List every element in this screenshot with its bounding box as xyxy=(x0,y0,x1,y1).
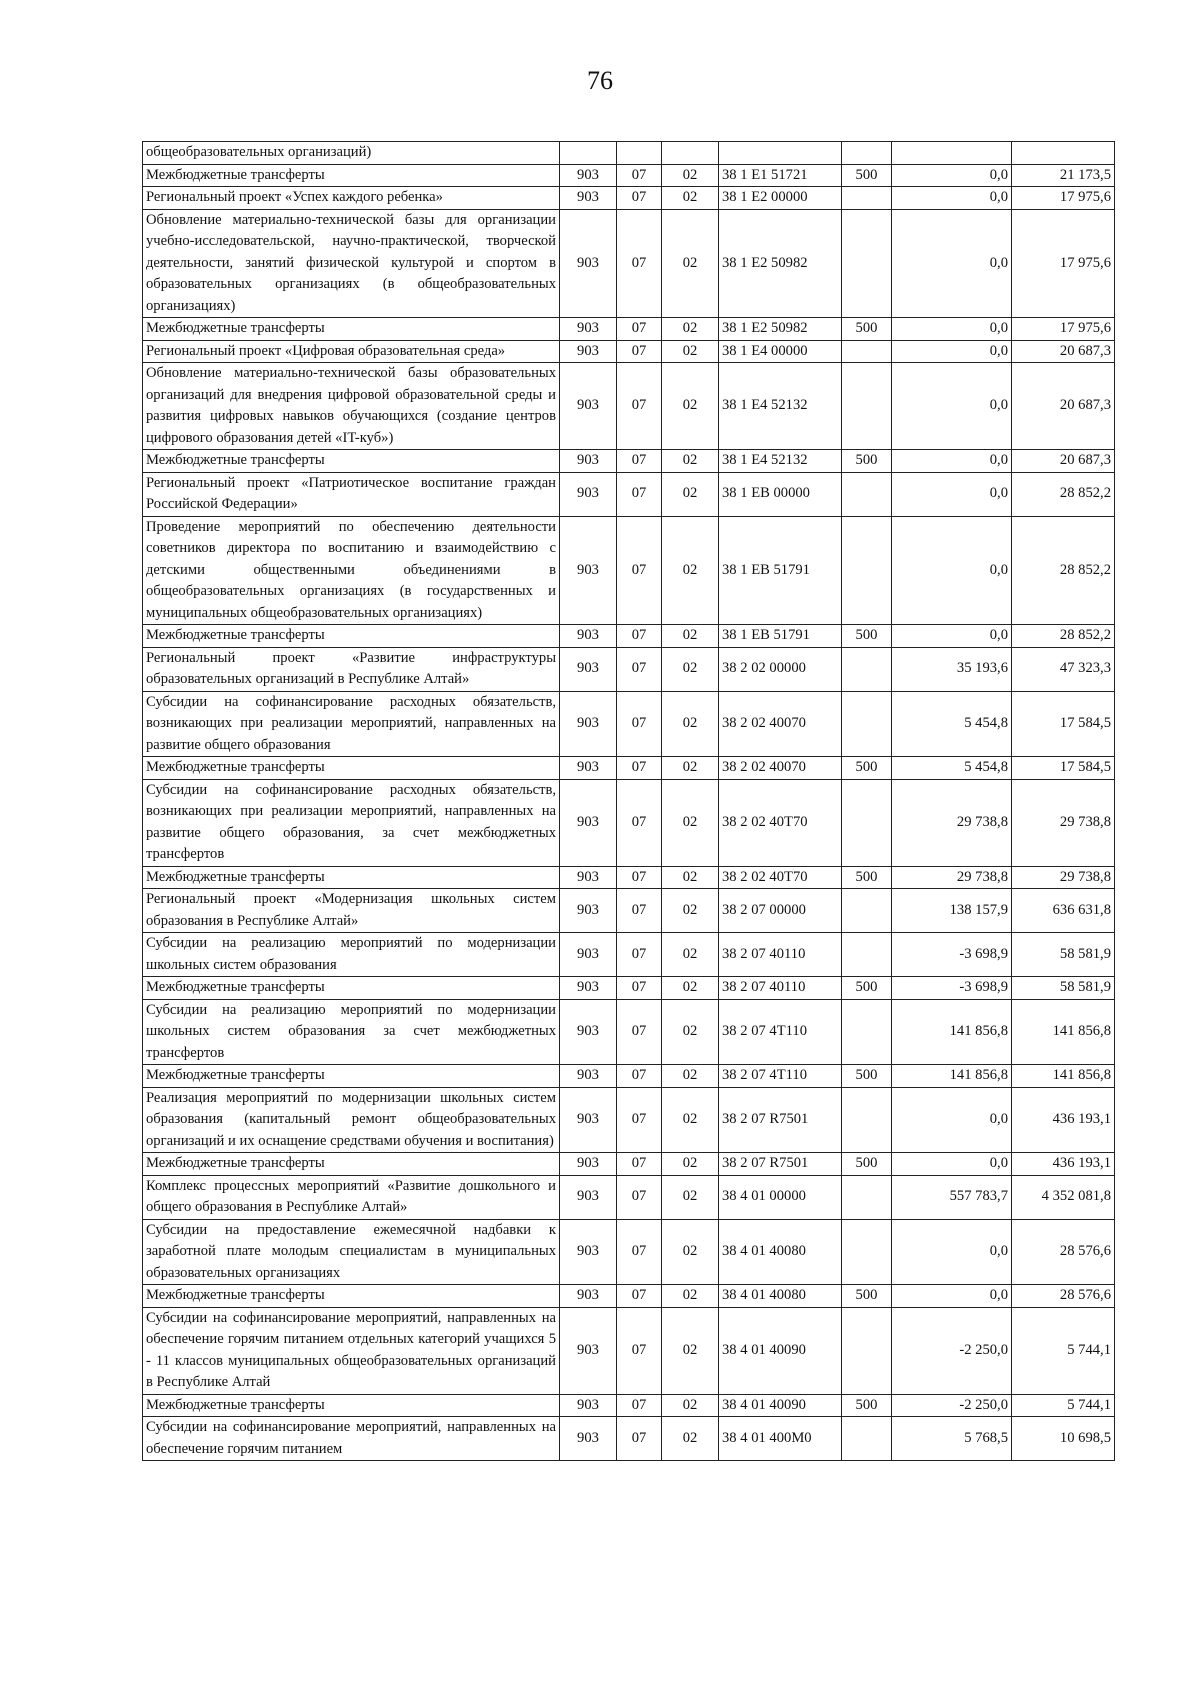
expense-type-code xyxy=(842,647,892,691)
section-code: 07 xyxy=(617,450,662,473)
row-name: Региональный проект «Развитие инфраструктуры образовательных организаций в Республике Алтай» xyxy=(143,647,560,691)
amount-change: 0,0 xyxy=(892,625,1012,648)
admin-code: 903 xyxy=(560,1417,617,1461)
table-row xyxy=(143,187,1115,210)
amount-total: 17 975,6 xyxy=(1012,209,1115,318)
section-code: 07 xyxy=(617,889,662,933)
subsection-code: 02 xyxy=(662,779,719,866)
target-article-code: 38 1 E4 52132 xyxy=(719,450,842,473)
expense-type-code xyxy=(842,1087,892,1153)
page-number: 76 xyxy=(587,66,613,95)
subsection-code: 02 xyxy=(662,1065,719,1088)
table-row xyxy=(143,318,1115,341)
section-code: 07 xyxy=(617,1417,662,1461)
table-row xyxy=(143,340,1115,363)
target-article-code: 38 4 01 40090 xyxy=(719,1394,842,1417)
amount-total: 29 738,8 xyxy=(1012,866,1115,889)
target-article-code xyxy=(719,142,842,165)
row-name: Региональный проект «Цифровая образовательная среда» xyxy=(143,340,560,363)
section-code: 07 xyxy=(617,866,662,889)
table-row xyxy=(143,142,1115,165)
expense-type-code: 500 xyxy=(842,625,892,648)
amount-change: 0,0 xyxy=(892,1087,1012,1153)
amount-total: 28 852,2 xyxy=(1012,472,1115,516)
amount-total: 20 687,3 xyxy=(1012,450,1115,473)
expense-type-code xyxy=(842,1219,892,1285)
subsection-code: 02 xyxy=(662,625,719,648)
row-name: Субсидии на реализацию мероприятий по модернизации школьных систем образования за счет межбюджетных трансфертов xyxy=(143,999,560,1065)
expense-type-code xyxy=(842,1307,892,1394)
subsection-code: 02 xyxy=(662,691,719,757)
amount-change: -3 698,9 xyxy=(892,977,1012,1000)
amount-total: 436 193,1 xyxy=(1012,1087,1115,1153)
admin-code: 903 xyxy=(560,450,617,473)
table-row xyxy=(143,977,1115,1000)
amount-change: 138 157,9 xyxy=(892,889,1012,933)
admin-code: 903 xyxy=(560,933,617,977)
row-name: Региональный проект «Успех каждого ребенка» xyxy=(143,187,560,210)
expense-type-code xyxy=(842,779,892,866)
expense-type-code: 500 xyxy=(842,450,892,473)
amount-change: 141 856,8 xyxy=(892,1065,1012,1088)
section-code: 07 xyxy=(617,209,662,318)
section-code: 07 xyxy=(617,1307,662,1394)
target-article-code: 38 1 EB 51791 xyxy=(719,516,842,625)
amount-change: 0,0 xyxy=(892,1219,1012,1285)
target-article-code: 38 2 02 40070 xyxy=(719,757,842,780)
admin-code xyxy=(560,142,617,165)
admin-code: 903 xyxy=(560,757,617,780)
amount-change: 29 738,8 xyxy=(892,779,1012,866)
target-article-code: 38 2 02 40T70 xyxy=(719,779,842,866)
target-article-code: 38 2 07 40110 xyxy=(719,933,842,977)
table-row xyxy=(143,889,1115,933)
table-row xyxy=(143,999,1115,1065)
budget-table-body xyxy=(143,142,1115,1461)
section-code: 07 xyxy=(617,1219,662,1285)
table-row xyxy=(143,1087,1115,1153)
admin-code: 903 xyxy=(560,516,617,625)
admin-code: 903 xyxy=(560,1087,617,1153)
table-row xyxy=(143,472,1115,516)
table-row xyxy=(143,516,1115,625)
amount-change xyxy=(892,142,1012,165)
target-article-code: 38 2 07 00000 xyxy=(719,889,842,933)
amount-change: 0,0 xyxy=(892,318,1012,341)
amount-change: 5 768,5 xyxy=(892,1417,1012,1461)
expense-type-code: 500 xyxy=(842,1065,892,1088)
subsection-code: 02 xyxy=(662,889,719,933)
row-name: Межбюджетные трансферты xyxy=(143,1153,560,1176)
target-article-code: 38 2 07 40110 xyxy=(719,977,842,1000)
table-row xyxy=(143,647,1115,691)
row-name: Обновление материально-технической базы для организации учебно-исследовательской, научно-практической, творческой деятельности, занятий физической культурой и спортом в образовательных организациях (в общеобразовательных организациях) xyxy=(143,209,560,318)
expense-type-code xyxy=(842,1417,892,1461)
subsection-code: 02 xyxy=(662,1394,719,1417)
budget-table xyxy=(142,141,1115,1461)
subsection-code: 02 xyxy=(662,647,719,691)
expense-type-code: 500 xyxy=(842,318,892,341)
section-code: 07 xyxy=(617,340,662,363)
expense-type-code xyxy=(842,472,892,516)
target-article-code: 38 1 EB 51791 xyxy=(719,625,842,648)
target-article-code: 38 1 E2 50982 xyxy=(719,318,842,341)
target-article-code: 38 1 E4 52132 xyxy=(719,363,842,450)
expense-type-code: 500 xyxy=(842,1153,892,1176)
admin-code: 903 xyxy=(560,866,617,889)
amount-change: 5 454,8 xyxy=(892,691,1012,757)
admin-code: 903 xyxy=(560,363,617,450)
expense-type-code xyxy=(842,187,892,210)
target-article-code: 38 4 01 40090 xyxy=(719,1307,842,1394)
expense-type-code: 500 xyxy=(842,757,892,780)
expense-type-code: 500 xyxy=(842,866,892,889)
amount-change: 0,0 xyxy=(892,472,1012,516)
admin-code: 903 xyxy=(560,187,617,210)
table-row xyxy=(143,933,1115,977)
expense-type-code: 500 xyxy=(842,164,892,187)
expense-type-code xyxy=(842,516,892,625)
subsection-code: 02 xyxy=(662,866,719,889)
table-row xyxy=(143,1417,1115,1461)
section-code: 07 xyxy=(617,625,662,648)
row-name: Комплекс процессных мероприятий «Развитие дошкольного и общего образования в Республике Алтай» xyxy=(143,1175,560,1219)
section-code: 07 xyxy=(617,472,662,516)
amount-change: -2 250,0 xyxy=(892,1307,1012,1394)
row-name: Проведение мероприятий по обеспечению деятельности советников директора по воспитанию и взаимодействию с детскими общественными объединениями в общеобразовательных организациях (в государственных и муниципальных общеобразовательных организациях) xyxy=(143,516,560,625)
admin-code: 903 xyxy=(560,647,617,691)
row-name: общеобразовательных организаций) xyxy=(143,142,560,165)
amount-change: 29 738,8 xyxy=(892,866,1012,889)
amount-total: 28 852,2 xyxy=(1012,625,1115,648)
subsection-code: 02 xyxy=(662,209,719,318)
expense-type-code xyxy=(842,889,892,933)
amount-total: 47 323,3 xyxy=(1012,647,1115,691)
row-name: Субсидии на софинансирование мероприятий, направленных на обеспечение горячим питанием отдельных категорий учащихся 5 - 11 классов муниципальных общеобразовательных организаций в Республике Алтай xyxy=(143,1307,560,1394)
expense-type-code: 500 xyxy=(842,1394,892,1417)
amount-total: 4 352 081,8 xyxy=(1012,1175,1115,1219)
amount-total: 29 738,8 xyxy=(1012,779,1115,866)
amount-total: 17 975,6 xyxy=(1012,318,1115,341)
expense-type-code xyxy=(842,999,892,1065)
expense-type-code xyxy=(842,340,892,363)
admin-code: 903 xyxy=(560,1307,617,1394)
admin-code: 903 xyxy=(560,691,617,757)
section-code: 07 xyxy=(617,363,662,450)
section-code: 07 xyxy=(617,1285,662,1308)
expense-type-code: 500 xyxy=(842,977,892,1000)
section-code: 07 xyxy=(617,757,662,780)
row-name: Региональный проект «Модернизация школьных систем образования в Республике Алтай» xyxy=(143,889,560,933)
subsection-code: 02 xyxy=(662,1307,719,1394)
admin-code: 903 xyxy=(560,472,617,516)
section-code: 07 xyxy=(617,1394,662,1417)
subsection-code: 02 xyxy=(662,1087,719,1153)
subsection-code: 02 xyxy=(662,999,719,1065)
subsection-code: 02 xyxy=(662,318,719,341)
section-code: 07 xyxy=(617,691,662,757)
amount-change: 0,0 xyxy=(892,516,1012,625)
row-name: Субсидии на реализацию мероприятий по модернизации школьных систем образования xyxy=(143,933,560,977)
subsection-code: 02 xyxy=(662,516,719,625)
admin-code: 903 xyxy=(560,209,617,318)
table-row xyxy=(143,1219,1115,1285)
target-article-code: 38 2 07 4T110 xyxy=(719,1065,842,1088)
target-article-code: 38 2 07 R7501 xyxy=(719,1153,842,1176)
row-name: Межбюджетные трансферты xyxy=(143,450,560,473)
section-code: 07 xyxy=(617,779,662,866)
admin-code: 903 xyxy=(560,779,617,866)
target-article-code: 38 1 E1 51721 xyxy=(719,164,842,187)
amount-change: -2 250,0 xyxy=(892,1394,1012,1417)
amount-change: 0,0 xyxy=(892,187,1012,210)
target-article-code: 38 4 01 00000 xyxy=(719,1175,842,1219)
target-article-code: 38 4 01 40080 xyxy=(719,1285,842,1308)
amount-total: 58 581,9 xyxy=(1012,933,1115,977)
row-name: Межбюджетные трансферты xyxy=(143,866,560,889)
amount-change: 5 454,8 xyxy=(892,757,1012,780)
row-name: Межбюджетные трансферты xyxy=(143,977,560,1000)
admin-code: 903 xyxy=(560,625,617,648)
admin-code: 903 xyxy=(560,318,617,341)
section-code: 07 xyxy=(617,516,662,625)
admin-code: 903 xyxy=(560,340,617,363)
table-row xyxy=(143,1307,1115,1394)
amount-change: 141 856,8 xyxy=(892,999,1012,1065)
amount-change: 0,0 xyxy=(892,1153,1012,1176)
table-row xyxy=(143,1394,1115,1417)
table-row xyxy=(143,691,1115,757)
target-article-code: 38 2 02 40T70 xyxy=(719,866,842,889)
amount-total: 20 687,3 xyxy=(1012,340,1115,363)
expense-type-code xyxy=(842,363,892,450)
amount-total: 17 975,6 xyxy=(1012,187,1115,210)
section-code: 07 xyxy=(617,1065,662,1088)
row-name: Межбюджетные трансферты xyxy=(143,625,560,648)
admin-code: 903 xyxy=(560,164,617,187)
subsection-code xyxy=(662,142,719,165)
row-name: Межбюджетные трансферты xyxy=(143,1394,560,1417)
table-row xyxy=(143,450,1115,473)
expense-type-code xyxy=(842,142,892,165)
amount-change: 557 783,7 xyxy=(892,1175,1012,1219)
table-row xyxy=(143,866,1115,889)
table-row xyxy=(143,363,1115,450)
amount-total: 141 856,8 xyxy=(1012,999,1115,1065)
table-row xyxy=(143,1153,1115,1176)
row-name: Обновление материально-технической базы образовательных организаций для внедрения цифровой образовательной среды и развития цифровых навыков обучающихся (создание центров цифрового образования детей «IT-куб») xyxy=(143,363,560,450)
target-article-code: 38 2 07 4T110 xyxy=(719,999,842,1065)
table-row xyxy=(143,1285,1115,1308)
admin-code: 903 xyxy=(560,1065,617,1088)
expense-type-code xyxy=(842,691,892,757)
expense-type-code xyxy=(842,1175,892,1219)
target-article-code: 38 1 EB 00000 xyxy=(719,472,842,516)
row-name: Региональный проект «Патриотическое воспитание граждан Российской Федерации» xyxy=(143,472,560,516)
amount-total: 28 576,6 xyxy=(1012,1219,1115,1285)
subsection-code: 02 xyxy=(662,1285,719,1308)
target-article-code: 38 4 01 400M0 xyxy=(719,1417,842,1461)
subsection-code: 02 xyxy=(662,187,719,210)
amount-change: -3 698,9 xyxy=(892,933,1012,977)
amount-total: 58 581,9 xyxy=(1012,977,1115,1000)
row-name: Межбюджетные трансферты xyxy=(143,318,560,341)
section-code: 07 xyxy=(617,933,662,977)
amount-total: 5 744,1 xyxy=(1012,1307,1115,1394)
subsection-code: 02 xyxy=(662,1219,719,1285)
amount-total: 436 193,1 xyxy=(1012,1153,1115,1176)
target-article-code: 38 2 02 40070 xyxy=(719,691,842,757)
section-code: 07 xyxy=(617,647,662,691)
admin-code: 903 xyxy=(560,1394,617,1417)
admin-code: 903 xyxy=(560,1153,617,1176)
section-code: 07 xyxy=(617,1153,662,1176)
row-name: Межбюджетные трансферты xyxy=(143,1285,560,1308)
admin-code: 903 xyxy=(560,977,617,1000)
row-name: Субсидии на предоставление ежемесячной надбавки к заработной плате молодым специалистам в муниципальных образовательных организациях xyxy=(143,1219,560,1285)
table-row xyxy=(143,779,1115,866)
amount-total: 17 584,5 xyxy=(1012,757,1115,780)
target-article-code: 38 1 E4 00000 xyxy=(719,340,842,363)
expense-type-code xyxy=(842,933,892,977)
target-article-code: 38 2 07 R7501 xyxy=(719,1087,842,1153)
amount-change: 0,0 xyxy=(892,1285,1012,1308)
subsection-code: 02 xyxy=(662,757,719,780)
row-name: Межбюджетные трансферты xyxy=(143,757,560,780)
amount-total xyxy=(1012,142,1115,165)
subsection-code: 02 xyxy=(662,1175,719,1219)
table-row xyxy=(143,757,1115,780)
amount-total: 28 576,6 xyxy=(1012,1285,1115,1308)
subsection-code: 02 xyxy=(662,472,719,516)
section-code: 07 xyxy=(617,164,662,187)
amount-total: 5 744,1 xyxy=(1012,1394,1115,1417)
row-name: Субсидии на софинансирование расходных обязательств, возникающих при реализации мероприятий, направленных на развитие общего образования, за счет межбюджетных трансфертов xyxy=(143,779,560,866)
target-article-code: 38 1 E2 50982 xyxy=(719,209,842,318)
section-code: 07 xyxy=(617,1087,662,1153)
amount-total: 10 698,5 xyxy=(1012,1417,1115,1461)
table-row xyxy=(143,625,1115,648)
amount-total: 17 584,5 xyxy=(1012,691,1115,757)
amount-change: 0,0 xyxy=(892,164,1012,187)
amount-total: 28 852,2 xyxy=(1012,516,1115,625)
target-article-code: 38 1 E2 00000 xyxy=(719,187,842,210)
admin-code: 903 xyxy=(560,1219,617,1285)
amount-change: 0,0 xyxy=(892,340,1012,363)
row-name: Субсидии на софинансирование расходных обязательств, возникающих при реализации мероприятий, направленных на развитие общего образования xyxy=(143,691,560,757)
amount-change: 0,0 xyxy=(892,450,1012,473)
table-row xyxy=(143,209,1115,318)
section-code: 07 xyxy=(617,999,662,1065)
admin-code: 903 xyxy=(560,1285,617,1308)
row-name: Реализация мероприятий по модернизации школьных систем образования (капитальный ремонт общеобразовательных организаций и их оснащение средствами обучения и воспитания) xyxy=(143,1087,560,1153)
row-name: Субсидии на софинансирование мероприятий, направленных на обеспечение горячим питанием xyxy=(143,1417,560,1461)
section-code: 07 xyxy=(617,187,662,210)
amount-total: 636 631,8 xyxy=(1012,889,1115,933)
amount-total: 141 856,8 xyxy=(1012,1065,1115,1088)
section-code: 07 xyxy=(617,1175,662,1219)
expense-type-code xyxy=(842,209,892,318)
subsection-code: 02 xyxy=(662,164,719,187)
admin-code: 903 xyxy=(560,889,617,933)
subsection-code: 02 xyxy=(662,363,719,450)
section-code: 07 xyxy=(617,318,662,341)
subsection-code: 02 xyxy=(662,340,719,363)
amount-change: 0,0 xyxy=(892,363,1012,450)
target-article-code: 38 4 01 40080 xyxy=(719,1219,842,1285)
amount-total: 21 173,5 xyxy=(1012,164,1115,187)
section-code: 07 xyxy=(617,977,662,1000)
amount-change: 0,0 xyxy=(892,209,1012,318)
amount-total: 20 687,3 xyxy=(1012,363,1115,450)
section-code xyxy=(617,142,662,165)
subsection-code: 02 xyxy=(662,1417,719,1461)
row-name: Межбюджетные трансферты xyxy=(143,164,560,187)
subsection-code: 02 xyxy=(662,450,719,473)
subsection-code: 02 xyxy=(662,933,719,977)
table-row xyxy=(143,1175,1115,1219)
table-row xyxy=(143,164,1115,187)
subsection-code: 02 xyxy=(662,977,719,1000)
admin-code: 903 xyxy=(560,999,617,1065)
admin-code: 903 xyxy=(560,1175,617,1219)
amount-change: 35 193,6 xyxy=(892,647,1012,691)
expense-type-code: 500 xyxy=(842,1285,892,1308)
row-name: Межбюджетные трансферты xyxy=(143,1065,560,1088)
table-row xyxy=(143,1065,1115,1088)
subsection-code: 02 xyxy=(662,1153,719,1176)
target-article-code: 38 2 02 00000 xyxy=(719,647,842,691)
